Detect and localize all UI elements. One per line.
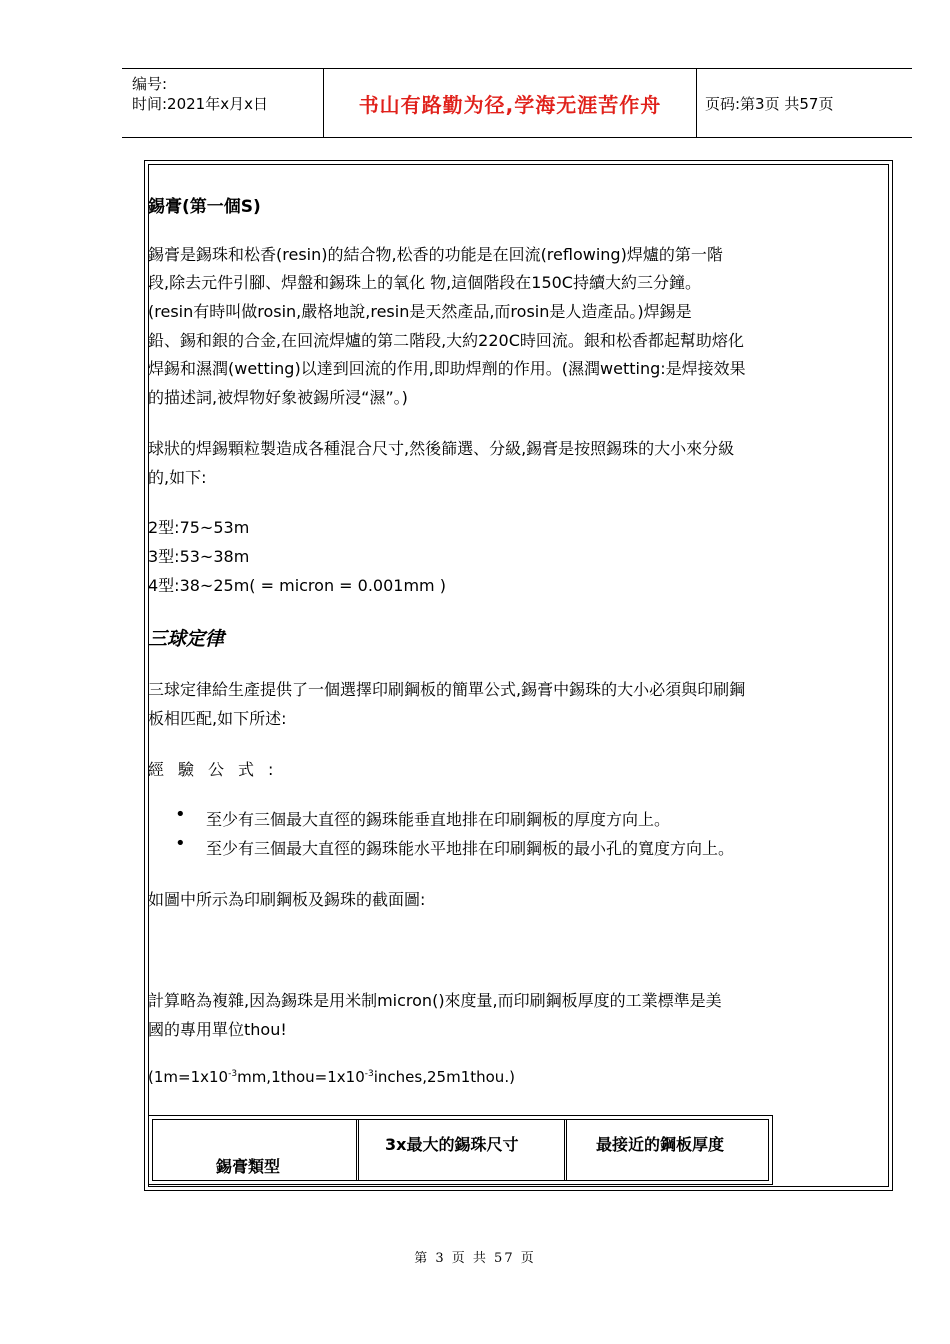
table-header-ball-size: 3x最大的錫珠尺寸: [385, 1135, 519, 1154]
page-info: 页码:第3页 共57页: [705, 94, 834, 113]
bullet-icon: •: [175, 804, 186, 825]
paragraph-line: 的,如下:: [148, 468, 207, 487]
figure-caption: 如圖中所示為印刷鋼板及錫珠的截面圖:: [148, 890, 426, 909]
formula-label: 經驗公式:: [148, 760, 288, 779]
unit-conversion: $(1m=1x10^{-3}mm,1thou=1x10^{-3}inches,25m1thou.)$: [148, 1068, 515, 1086]
bullet-icon: •: [175, 833, 186, 854]
document-time: 时间:2021年x月x日: [132, 95, 268, 113]
paragraph-line: 鉛、錫和銀的合金,在回流焊爐的第二階段,大約220C時回流。銀和松香都起幫助熔化: [148, 331, 744, 350]
motto: 书山有路勤为径,学海无涯苦作舟: [358, 92, 662, 117]
page-footer: 第 3 页 共 57 页: [414, 1251, 536, 1266]
solder-paste-table: [148, 1115, 773, 1185]
type-item: 4型:38~25m( = micron = 0.001mm ): [148, 576, 446, 595]
table-header-stencil-thickness: 最接近的鋼板厚度: [596, 1135, 725, 1154]
header-motto-cell: [324, 69, 697, 137]
bullet-item: 至少有三個最大直徑的錫珠能垂直地排在印刷鋼板的厚度方向上。: [206, 810, 671, 829]
paragraph-line: 的描述詞,被焊物好象被錫所浸“濕”。): [148, 388, 408, 407]
table-header-paste-type: 錫膏類型: [216, 1157, 281, 1176]
type-item: 3型:53~38m: [148, 547, 250, 566]
paragraph-line: 三球定律給生產提供了一個選擇印刷鋼板的簡單公式,錫膏中錫珠的大小必須與印刷鋼: [148, 680, 746, 699]
paragraph-line: 球狀的焊錫顆粒製造成各種混合尺寸,然後篩選、分級,錫膏是按照錫珠的大小來分級: [148, 439, 735, 458]
header-meta-cell: [122, 69, 324, 137]
paragraph-line: (resin有時叫做rosin,嚴格地說,resin是天然產品,而rosin是人造產品。)焊錫是: [148, 302, 692, 321]
page-header: [122, 68, 912, 138]
bullet-item: 至少有三個最大直徑的錫珠能水平地排在印刷鋼板的最小孔的寬度方向上。: [206, 839, 735, 858]
paragraph-line: 板相匹配,如下所述:: [148, 709, 287, 728]
document-number: 编号:: [132, 75, 168, 93]
section-title-solder-paste: 錫膏(第一個S): [148, 197, 261, 217]
paragraph-line: 國的專用單位thou!: [148, 1020, 287, 1039]
section-title-three-ball-rule: 三球定律: [148, 628, 225, 650]
paragraph-line: 段,除去元件引腳、焊盤和錫珠上的氧化 物,這個階段在150C持續大約三分鐘。: [148, 273, 701, 292]
paragraph-line: 錫膏是錫珠和松香(resin)的結合物,松香的功能是在回流(reflowing)焊爐的第一階: [148, 245, 723, 264]
type-item: 2型:75~53m: [148, 518, 250, 537]
header-page-cell: [697, 69, 912, 137]
paragraph-line: 焊錫和濕潤(wetting)以達到回流的作用,即助焊劑的作用。(濕潤wetting:是焊接效果: [148, 359, 746, 378]
paragraph-line: 計算略為複雜,因為錫珠是用米制micron()來度量,而印刷鋼板厚度的工業標準是美: [148, 991, 722, 1010]
